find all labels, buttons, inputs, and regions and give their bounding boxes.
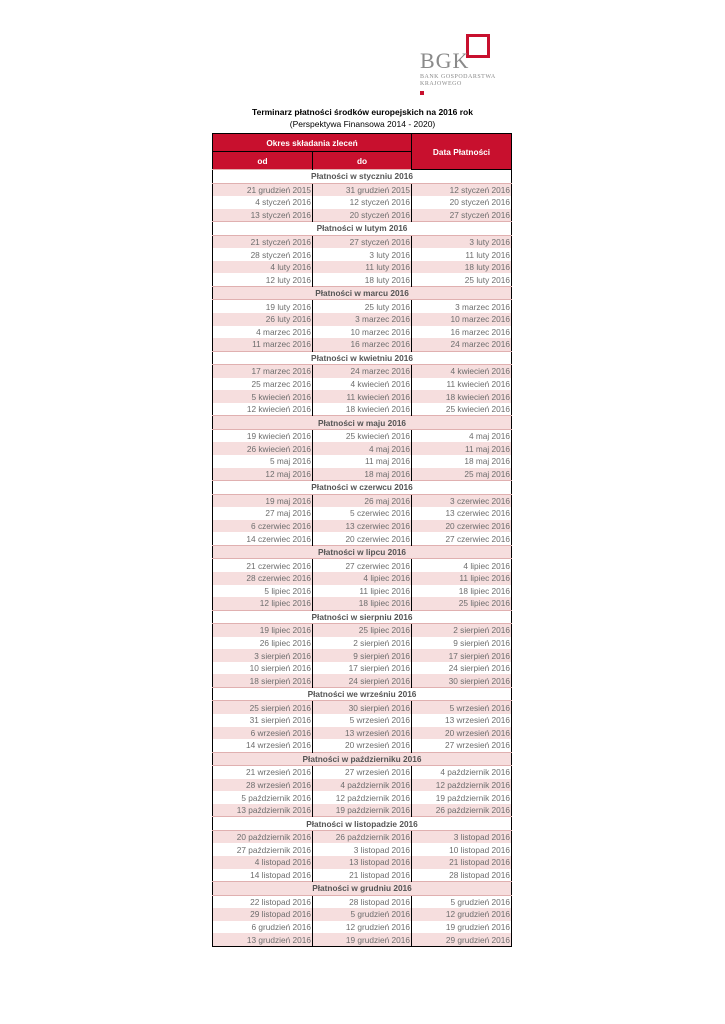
month-header-row: [213, 545, 512, 559]
cell-data-platnosci: 18 lipiec 2016: [412, 585, 512, 598]
cell-data-platnosci: 13 czerwiec 2016: [412, 507, 512, 520]
month-title: Płatności w czerwcu 2016: [213, 481, 512, 495]
cell-data-platnosci: 18 maj 2016: [412, 455, 512, 468]
cell-od: 4 luty 2016: [213, 261, 313, 274]
table-header-row: [213, 134, 512, 152]
cell-od: 5 lipiec 2016: [213, 585, 313, 598]
month-title: Płatności w styczniu 2016: [213, 170, 512, 184]
cell-od: 21 wrzesień 2016: [213, 766, 313, 779]
cell-data-platnosci: 12 grudzień 2016: [412, 908, 512, 921]
cell-do: 20 styczeń 2016: [313, 209, 412, 222]
month-header-row: [213, 610, 512, 624]
month-header-row: [213, 481, 512, 495]
table-row: [213, 597, 512, 610]
month-header-row: [213, 416, 512, 430]
table-row: [213, 365, 512, 378]
cell-do: 13 listopad 2016: [313, 856, 412, 869]
cell-do: 21 listopad 2016: [313, 869, 412, 882]
cell-do: 17 sierpień 2016: [313, 662, 412, 675]
cell-od: 14 czerwiec 2016: [213, 532, 313, 545]
cell-data-platnosci: 28 listopad 2016: [412, 869, 512, 882]
cell-data-platnosci: 3 czerwiec 2016: [412, 494, 512, 507]
cell-data-platnosci: 24 sierpień 2016: [412, 662, 512, 675]
cell-do: 5 czerwiec 2016: [313, 507, 412, 520]
cell-do: 25 lipiec 2016: [313, 624, 412, 637]
cell-do: 24 marzec 2016: [313, 365, 412, 378]
month-header-row: [213, 752, 512, 766]
cell-data-platnosci: 25 maj 2016: [412, 468, 512, 481]
cell-od: 22 listopad 2016: [213, 895, 313, 908]
cell-do: 18 kwiecień 2016: [313, 403, 412, 416]
cell-data-platnosci: 18 kwiecień 2016: [412, 390, 512, 403]
table-row: [213, 933, 512, 946]
cell-od: 19 lipiec 2016: [213, 624, 313, 637]
cell-do: 12 styczeń 2016: [313, 196, 412, 209]
cell-od: 26 kwiecień 2016: [213, 442, 313, 455]
cell-od: 26 luty 2016: [213, 313, 313, 326]
month-header-row: [213, 882, 512, 896]
cell-do: 27 wrzesień 2016: [313, 766, 412, 779]
cell-od: 17 marzec 2016: [213, 365, 313, 378]
cell-data-platnosci: 25 kwiecień 2016: [412, 403, 512, 416]
logo-name: BGK: [420, 48, 470, 73]
cell-od: 14 listopad 2016: [213, 869, 313, 882]
cell-od: 6 grudzień 2016: [213, 921, 313, 934]
cell-od: 21 styczeń 2016: [213, 235, 313, 248]
cell-do: 13 czerwiec 2016: [313, 520, 412, 533]
cell-data-platnosci: 16 marzec 2016: [412, 326, 512, 339]
cell-data-platnosci: 11 maj 2016: [412, 442, 512, 455]
cell-data-platnosci: 5 grudzień 2016: [412, 895, 512, 908]
cell-od: 12 kwiecień 2016: [213, 403, 313, 416]
cell-data-platnosci: 3 luty 2016: [412, 235, 512, 248]
cell-od: 27 październik 2016: [213, 843, 313, 856]
cell-do: 25 kwiecień 2016: [313, 429, 412, 442]
cell-od: 10 sierpień 2016: [213, 662, 313, 675]
table-row: [213, 196, 512, 209]
table-row: [213, 442, 512, 455]
table-row: [213, 701, 512, 714]
table-row: [213, 921, 512, 934]
cell-do: 24 sierpień 2016: [313, 674, 412, 687]
cell-od: 6 czerwiec 2016: [213, 520, 313, 533]
cell-data-platnosci: 4 kwiecień 2016: [412, 365, 512, 378]
cell-data-platnosci: 17 sierpień 2016: [412, 649, 512, 662]
cell-od: 3 sierpień 2016: [213, 649, 313, 662]
cell-od: 14 wrzesień 2016: [213, 739, 313, 752]
cell-od: 21 czerwiec 2016: [213, 559, 313, 572]
cell-do: 19 grudzień 2016: [313, 933, 412, 946]
month-title: Płatności w lipcu 2016: [213, 545, 512, 559]
cell-od: 13 październik 2016: [213, 804, 313, 817]
cell-do: 26 październik 2016: [313, 830, 412, 843]
table-row: [213, 585, 512, 598]
cell-od: 11 marzec 2016: [213, 338, 313, 351]
cell-do: 18 luty 2016: [313, 273, 412, 286]
table-row: [213, 804, 512, 817]
table-row: [213, 455, 512, 468]
cell-do: 28 listopad 2016: [313, 895, 412, 908]
table-row: [213, 532, 512, 545]
cell-od: 5 październik 2016: [213, 791, 313, 804]
header-okres: Okres składania zleceń: [213, 134, 412, 152]
cell-do: 9 sierpień 2016: [313, 649, 412, 662]
cell-do: 3 listopad 2016: [313, 843, 412, 856]
cell-data-platnosci: 18 luty 2016: [412, 261, 512, 274]
table-row: [213, 559, 512, 572]
cell-data-platnosci: 24 marzec 2016: [412, 338, 512, 351]
table-row: [213, 674, 512, 687]
cell-data-platnosci: 25 luty 2016: [412, 273, 512, 286]
table-body: [213, 170, 512, 947]
month-header-row: [213, 170, 512, 184]
header-data-platnosci: Data Płatności: [412, 134, 512, 170]
month-header-row: [213, 687, 512, 701]
cell-od: 12 maj 2016: [213, 468, 313, 481]
month-title: Płatności w grudniu 2016: [213, 882, 512, 896]
cell-do: 11 luty 2016: [313, 261, 412, 274]
cell-do: 10 marzec 2016: [313, 326, 412, 339]
cell-od: 26 lipiec 2016: [213, 637, 313, 650]
cell-data-platnosci: 11 kwiecień 2016: [412, 378, 512, 391]
cell-od: 4 listopad 2016: [213, 856, 313, 869]
cell-do: 4 październik 2016: [313, 779, 412, 792]
cell-do: 3 marzec 2016: [313, 313, 412, 326]
cell-data-platnosci: 29 grudzień 2016: [412, 933, 512, 946]
cell-od: 13 styczeń 2016: [213, 209, 313, 222]
cell-data-platnosci: 27 styczeń 2016: [412, 209, 512, 222]
table-row: [213, 649, 512, 662]
table-row: [213, 843, 512, 856]
document-title: Terminarz płatności środków europejskich na 2016 rok: [252, 107, 473, 117]
month-header-row: [213, 222, 512, 236]
cell-do: 18 lipiec 2016: [313, 597, 412, 610]
cell-data-platnosci: 20 wrzesień 2016: [412, 727, 512, 740]
cell-od: 25 sierpień 2016: [213, 701, 313, 714]
month-title: Płatności w lutym 2016: [213, 222, 512, 236]
month-title: Płatności w marcu 2016: [213, 286, 512, 300]
table-row: [213, 507, 512, 520]
cell-do: 26 maj 2016: [313, 494, 412, 507]
cell-data-platnosci: 26 październik 2016: [412, 804, 512, 817]
cell-data-platnosci: 25 lipiec 2016: [412, 597, 512, 610]
table-row: [213, 338, 512, 351]
cell-do: 2 sierpień 2016: [313, 637, 412, 650]
header-do: do: [313, 152, 412, 170]
table-row: [213, 895, 512, 908]
cell-do: 4 lipiec 2016: [313, 572, 412, 585]
cell-od: 18 sierpień 2016: [213, 674, 313, 687]
table-row: [213, 313, 512, 326]
cell-od: 27 maj 2016: [213, 507, 313, 520]
table-row: [213, 830, 512, 843]
logo-red-mark: [420, 91, 424, 95]
cell-od: 25 marzec 2016: [213, 378, 313, 391]
logo-subtitle-line1: BANK GOSPODARSTWA: [420, 74, 496, 80]
cell-od: 19 kwiecień 2016: [213, 429, 313, 442]
table-row: [213, 714, 512, 727]
table-row: [213, 766, 512, 779]
table-row: [213, 791, 512, 804]
cell-od: 4 marzec 2016: [213, 326, 313, 339]
cell-data-platnosci: 27 wrzesień 2016: [412, 739, 512, 752]
cell-data-platnosci: 5 wrzesień 2016: [412, 701, 512, 714]
cell-do: 20 wrzesień 2016: [313, 739, 412, 752]
cell-data-platnosci: 27 czerwiec 2016: [412, 532, 512, 545]
cell-data-platnosci: 30 sierpień 2016: [412, 674, 512, 687]
table-row: [213, 429, 512, 442]
table-row: [213, 662, 512, 675]
document-subtitle: (Perspektywa Finansowa 2014 - 2020): [289, 119, 436, 129]
month-header-row: [213, 817, 512, 831]
cell-do: 5 wrzesień 2016: [313, 714, 412, 727]
table-row: [213, 572, 512, 585]
cell-od: 6 wrzesień 2016: [213, 727, 313, 740]
table-row: [213, 856, 512, 869]
table-row: [213, 403, 512, 416]
month-header-row: [213, 351, 512, 365]
cell-data-platnosci: 21 listopad 2016: [412, 856, 512, 869]
cell-od: 29 listopad 2016: [213, 908, 313, 921]
table-row: [213, 739, 512, 752]
month-title: Płatności w sierpniu 2016: [213, 610, 512, 624]
cell-do: 5 grudzień 2016: [313, 908, 412, 921]
payment-schedule-table: [212, 133, 512, 947]
cell-data-platnosci: 3 listopad 2016: [412, 830, 512, 843]
bgk-logo: [420, 34, 515, 94]
cell-data-platnosci: 13 wrzesień 2016: [412, 714, 512, 727]
cell-data-platnosci: 10 marzec 2016: [412, 313, 512, 326]
cell-do: 30 sierpień 2016: [313, 701, 412, 714]
cell-data-platnosci: 4 lipiec 2016: [412, 559, 512, 572]
table-row: [213, 261, 512, 274]
month-title: Płatności we wrześniu 2016: [213, 687, 512, 701]
cell-od: 20 październik 2016: [213, 830, 313, 843]
table-row: [213, 235, 512, 248]
cell-data-platnosci: 20 styczeń 2016: [412, 196, 512, 209]
cell-data-platnosci: 12 styczeń 2016: [412, 183, 512, 196]
cell-data-platnosci: 19 grudzień 2016: [412, 921, 512, 934]
table-row: [213, 727, 512, 740]
table-row: [213, 183, 512, 196]
cell-do: 27 styczeń 2016: [313, 235, 412, 248]
cell-data-platnosci: 11 luty 2016: [412, 248, 512, 261]
cell-do: 31 grudzień 2015: [313, 183, 412, 196]
cell-data-platnosci: 9 sierpień 2016: [412, 637, 512, 650]
table-row: [213, 326, 512, 339]
cell-do: 3 luty 2016: [313, 248, 412, 261]
logo-square-icon: [466, 34, 490, 58]
table-row: [213, 779, 512, 792]
cell-do: 4 kwiecień 2016: [313, 378, 412, 391]
cell-od: 28 czerwiec 2016: [213, 572, 313, 585]
header-od: od: [213, 152, 313, 170]
month-title: Płatności w listopadzie 2016: [213, 817, 512, 831]
table-row: [213, 378, 512, 391]
cell-data-platnosci: 12 październik 2016: [412, 779, 512, 792]
cell-do: 25 luty 2016: [313, 300, 412, 313]
table-row: [213, 209, 512, 222]
cell-data-platnosci: 4 październik 2016: [412, 766, 512, 779]
cell-do: 27 czerwiec 2016: [313, 559, 412, 572]
cell-do: 4 maj 2016: [313, 442, 412, 455]
cell-data-platnosci: 4 maj 2016: [412, 429, 512, 442]
table-row: [213, 273, 512, 286]
table-row: [213, 520, 512, 533]
cell-od: 19 maj 2016: [213, 494, 313, 507]
cell-od: 31 sierpień 2016: [213, 714, 313, 727]
cell-do: 11 lipiec 2016: [313, 585, 412, 598]
cell-data-platnosci: 10 listopad 2016: [412, 843, 512, 856]
table-row: [213, 300, 512, 313]
table-row: [213, 869, 512, 882]
cell-do: 11 maj 2016: [313, 455, 412, 468]
logo-subtitle-line2: KRAJOWEGO: [420, 81, 462, 87]
table-row: [213, 624, 512, 637]
cell-do: 19 październik 2016: [313, 804, 412, 817]
cell-od: 5 kwiecień 2016: [213, 390, 313, 403]
cell-do: 12 październik 2016: [313, 791, 412, 804]
cell-od: 12 luty 2016: [213, 273, 313, 286]
cell-od: 28 styczeń 2016: [213, 248, 313, 261]
table-row: [213, 494, 512, 507]
cell-od: 13 grudzień 2016: [213, 933, 313, 946]
cell-do: 11 kwiecień 2016: [313, 390, 412, 403]
month-title: Płatności w maju 2016: [213, 416, 512, 430]
cell-data-platnosci: 19 październik 2016: [412, 791, 512, 804]
cell-do: 13 wrzesień 2016: [313, 727, 412, 740]
month-title: Płatności w kwietniu 2016: [213, 351, 512, 365]
cell-od: 19 luty 2016: [213, 300, 313, 313]
cell-data-platnosci: 3 marzec 2016: [412, 300, 512, 313]
logo-subtitle: [420, 74, 520, 88]
table-row: [213, 637, 512, 650]
cell-do: 18 maj 2016: [313, 468, 412, 481]
table-row: [213, 908, 512, 921]
table-row: [213, 468, 512, 481]
table-row: [213, 390, 512, 403]
cell-od: 28 wrzesień 2016: [213, 779, 313, 792]
cell-od: 12 lipiec 2016: [213, 597, 313, 610]
cell-od: 4 styczeń 2016: [213, 196, 313, 209]
month-header-row: [213, 286, 512, 300]
cell-data-platnosci: 20 czerwiec 2016: [412, 520, 512, 533]
table-row: [213, 248, 512, 261]
cell-do: 12 grudzień 2016: [313, 921, 412, 934]
cell-data-platnosci: 2 sierpień 2016: [412, 624, 512, 637]
cell-data-platnosci: 11 lipiec 2016: [412, 572, 512, 585]
month-title: Płatności w październiku 2016: [213, 752, 512, 766]
cell-od: 5 maj 2016: [213, 455, 313, 468]
cell-od: 21 grudzień 2015: [213, 183, 313, 196]
cell-do: 20 czerwiec 2016: [313, 532, 412, 545]
cell-do: 16 marzec 2016: [313, 338, 412, 351]
